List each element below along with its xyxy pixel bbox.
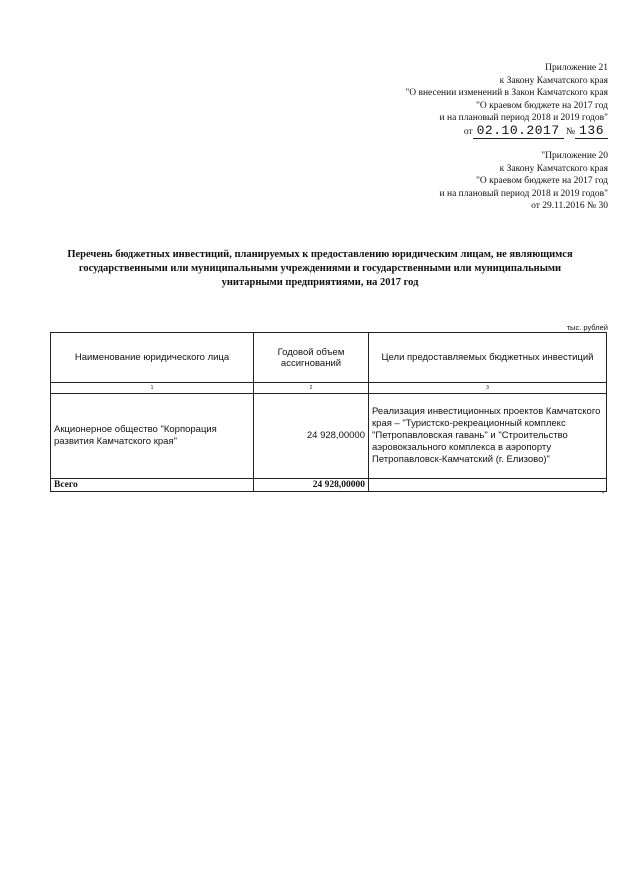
header-line: "О внесении изменений в Закон Камчатского края	[405, 88, 608, 98]
law-number: 136	[575, 123, 608, 139]
header-line: к Закону Камчатского края	[499, 75, 608, 86]
header-line: "Приложение 20	[541, 151, 608, 161]
header-line: к Закону Камчатского края	[499, 163, 608, 174]
date-prefix: от	[463, 126, 473, 137]
closing-quote-mark: "	[602, 492, 605, 498]
law-date: 02.10.2017	[473, 123, 564, 139]
column-index: 3	[369, 383, 607, 394]
total-empty-cell	[369, 479, 607, 492]
number-prefix: №	[566, 126, 576, 137]
total-label: Всего	[51, 479, 254, 492]
header-line: от 29.11.2016 № 30	[531, 201, 608, 211]
header-line: "О краевом бюджете на 2017 год	[476, 100, 608, 111]
header-original-annex	[440, 150, 608, 213]
column-header-purpose: Цели предоставляемых бюджетных инвестиций	[369, 333, 607, 383]
table-header-row	[51, 333, 607, 383]
header-line: и на плановый период 2018 и 2019 годов"	[439, 113, 608, 123]
header-line: "О краевом бюджете на 2017 год	[476, 176, 608, 186]
column-index-row	[51, 383, 607, 394]
column-header-name: Наименование юридического лица	[51, 333, 254, 383]
table-row	[51, 394, 607, 479]
header-line: Приложение 21	[545, 63, 608, 73]
law-date-line	[405, 122, 608, 139]
units-label: тыс. рублей	[566, 323, 608, 332]
column-header-amount: Годовой объем ассигнований	[254, 333, 369, 383]
investment-purpose: Реализация инвестиционных проектов Камчатского края – "Туристско-рекреационный комплекс "Петропавловская гавань" и "Строительство аэровокзального комплекса в аэропорту Петропавловск-Камчатский (г. Елизово)"	[369, 394, 607, 479]
annual-amount: 24 928,00000	[254, 394, 369, 479]
document-title: Перечень бюджетных инвестиций, планируемых к предоставлению юридическим лицам, не являющимся государственными или муниципальными учреждениями и государственными или муниципальными унитарными предприятиями, на 2017 год	[67, 249, 573, 288]
legal-entity-name: Акционерное общество "Корпорация развития Камчатского края"	[51, 394, 254, 479]
header-line: и на плановый период 2018 и 2019 годов"	[439, 188, 608, 199]
total-row	[51, 479, 607, 492]
column-index: 2	[254, 383, 369, 394]
column-index: 1	[51, 383, 254, 394]
header-current-annex	[405, 62, 608, 138]
investment-table	[50, 332, 607, 492]
total-amount: 24 928,00000	[254, 479, 369, 492]
